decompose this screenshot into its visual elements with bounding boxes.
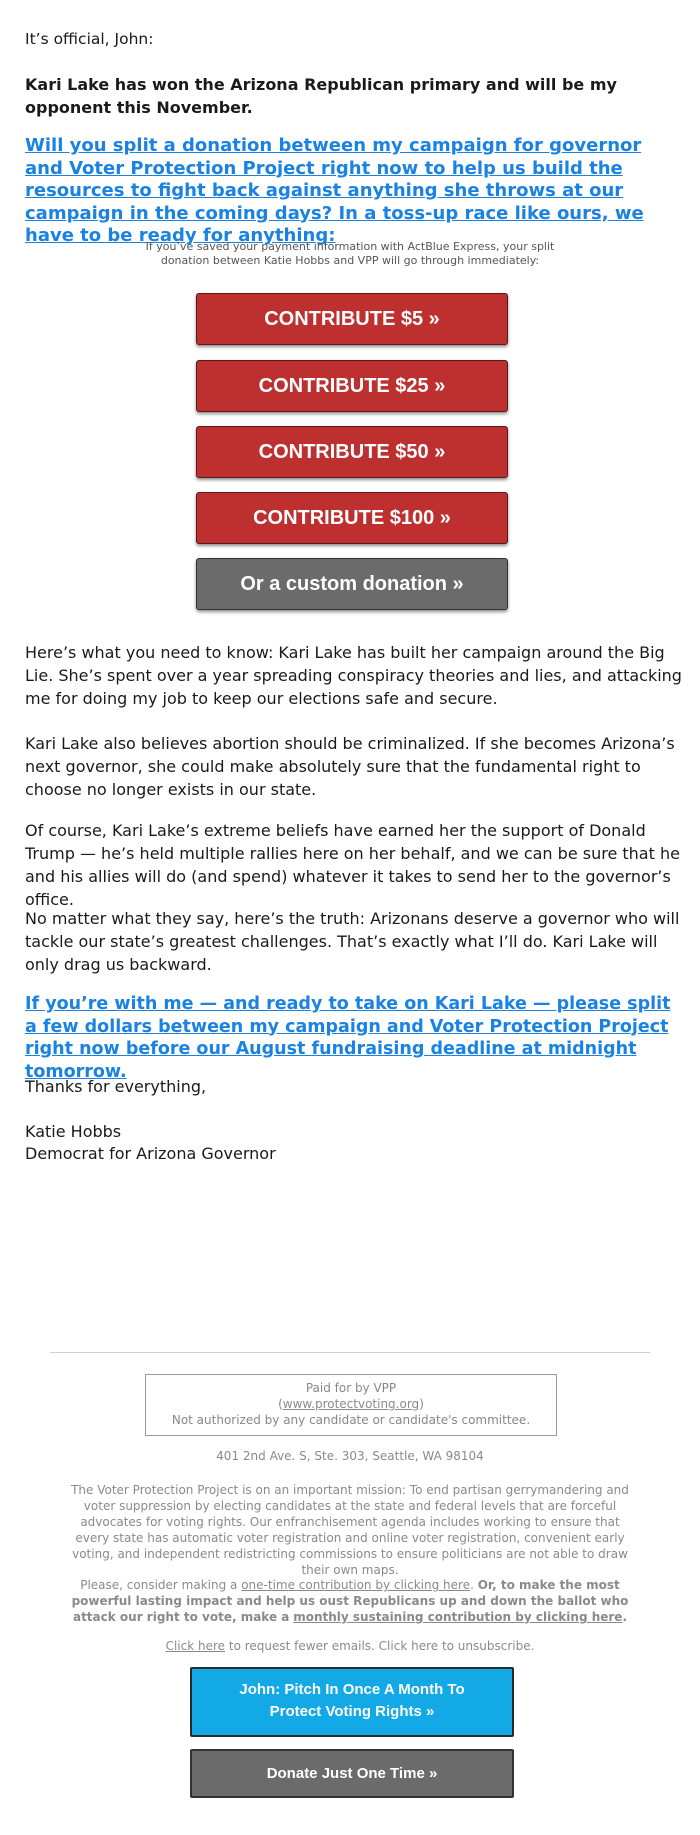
site-link-line: (www.protectvoting.org) — [278, 1397, 424, 1411]
monthly-contribution-link[interactable]: monthly sustaining contribution by clicking here — [293, 1610, 623, 1624]
contribute-5-button[interactable]: CONTRIBUTE $5 » — [196, 293, 508, 345]
one-time-donation-button[interactable]: Donate Just One Time » — [190, 1749, 514, 1798]
footer-address: 401 2nd Ave. S, Ste. 303, Seattle, WA 98104 — [216, 1449, 484, 1463]
greeting: It’s official, John: — [25, 30, 154, 48]
footer-unsubscribe-line — [70, 1638, 630, 1654]
contribute-25-button[interactable]: CONTRIBUTE $25 » — [196, 360, 508, 412]
site-link[interactable]: www.protectvoting.org — [282, 1397, 420, 1411]
monthly-donation-button[interactable]: John: Pitch In Once A Month To Protect Voting Rights » — [190, 1667, 514, 1737]
contrib-bold-text: Or, to make the most powerful lasting impact and help us oust Republicans up and down the ballot who attack our right to vote, make a — [71, 1578, 629, 1624]
paragraph-truth: No matter what they say, here’s the truth: Arizonans deserve a governor who will tackle our state’s greatest challenges. That’s exactly what I’ll do. Kari Lake will only drag us backward. — [25, 909, 680, 974]
signature-title: Democrat for Arizona Governor — [25, 1144, 276, 1163]
paid-for-text: Paid for by VPP — [305, 1381, 397, 1395]
fewer-emails-link[interactable]: Click here — [165, 1639, 226, 1653]
signoff: Thanks for everything, — [25, 1077, 207, 1096]
footer-contribution-text: Please, consider making a one-time contribution by clicking here. Or, to make the most powerful lasting impact and help us oust Republicans up and down the ballot who attack our right to vote, make a monthly sustaining contribution by clicking here. — [71, 1578, 629, 1624]
paid-for-box — [145, 1374, 557, 1436]
contribute-50-button[interactable]: CONTRIBUTE $50 » — [196, 426, 508, 478]
fewer-emails-text: to request fewer emails. Click here to unsubscribe. — [228, 1639, 535, 1653]
headline: Kari Lake has won the Arizona Republican primary and will be my opponent this November. — [25, 75, 617, 117]
contribute-100-button[interactable]: CONTRIBUTE $100 » — [196, 492, 508, 544]
paragraph-big-lie: Here’s what you need to know: Kari Lake has built her campaign around the Big Lie. She’s spent over a year spreading conspiracy theories and lies, and attacking me for doing my job to keep our elections safe and secure. — [25, 643, 682, 708]
contrib-prefix: Please, consider making a — [80, 1578, 238, 1592]
footer-mission: The Voter Protection Project is on an important mission: To end partisan gerrymandering and voter suppression by electing candidates at the state and federal levels that are forceful advocates for voting rights. Our enfranchisement agenda includes working to ensure that every state has automatic voter registration and online voter registration, convenient early voting, and independent redistricting commissions to ensure politicians are not able to draw their own maps. — [71, 1483, 629, 1577]
not-authorized-text: Not authorized by any candidate or candidate's committee. — [171, 1413, 531, 1427]
paragraph-abortion: Kari Lake also believes abortion should be criminalized. If she becomes Arizona’s next governor, she could make absolutely sure that the fundamental right to choose no longer exists in our state. — [25, 734, 675, 799]
custom-donation-button[interactable]: Or a custom donation » — [196, 558, 508, 610]
paragraph-trump: Of course, Kari Lake’s extreme beliefs have earned her the support of Donald Trump — he’s held multiple rallies here on her behalf, and we can be sure that he and his allies will do (and spend) whatever it takes to send her to the governor’s office. — [25, 821, 680, 909]
signature-name: Katie Hobbs — [25, 1122, 122, 1141]
one-time-contribution-link[interactable]: one-time contribution by clicking here — [241, 1578, 471, 1592]
footer-divider — [50, 1352, 650, 1353]
split-donation-link[interactable]: If you’re with me — and ready to take on Kari Lake — please split a few dollars between my campaign and Voter Protection Project right now before our August fundraising deadline at midnight tomorrow. — [25, 994, 671, 1082]
lead-donation-link[interactable]: Will you split a donation between my campaign for governor and Voter Protection Project right now to help us build the resources to fight back against anything she throws at our campaign in the coming days? In a toss-up race like ours, we have to be ready for anything: — [25, 135, 644, 246]
actblue-express-note: If you’ve saved your payment information with ActBlue Express, your split donation between Katie Hobbs and VPP will go through immediately: — [145, 240, 555, 267]
